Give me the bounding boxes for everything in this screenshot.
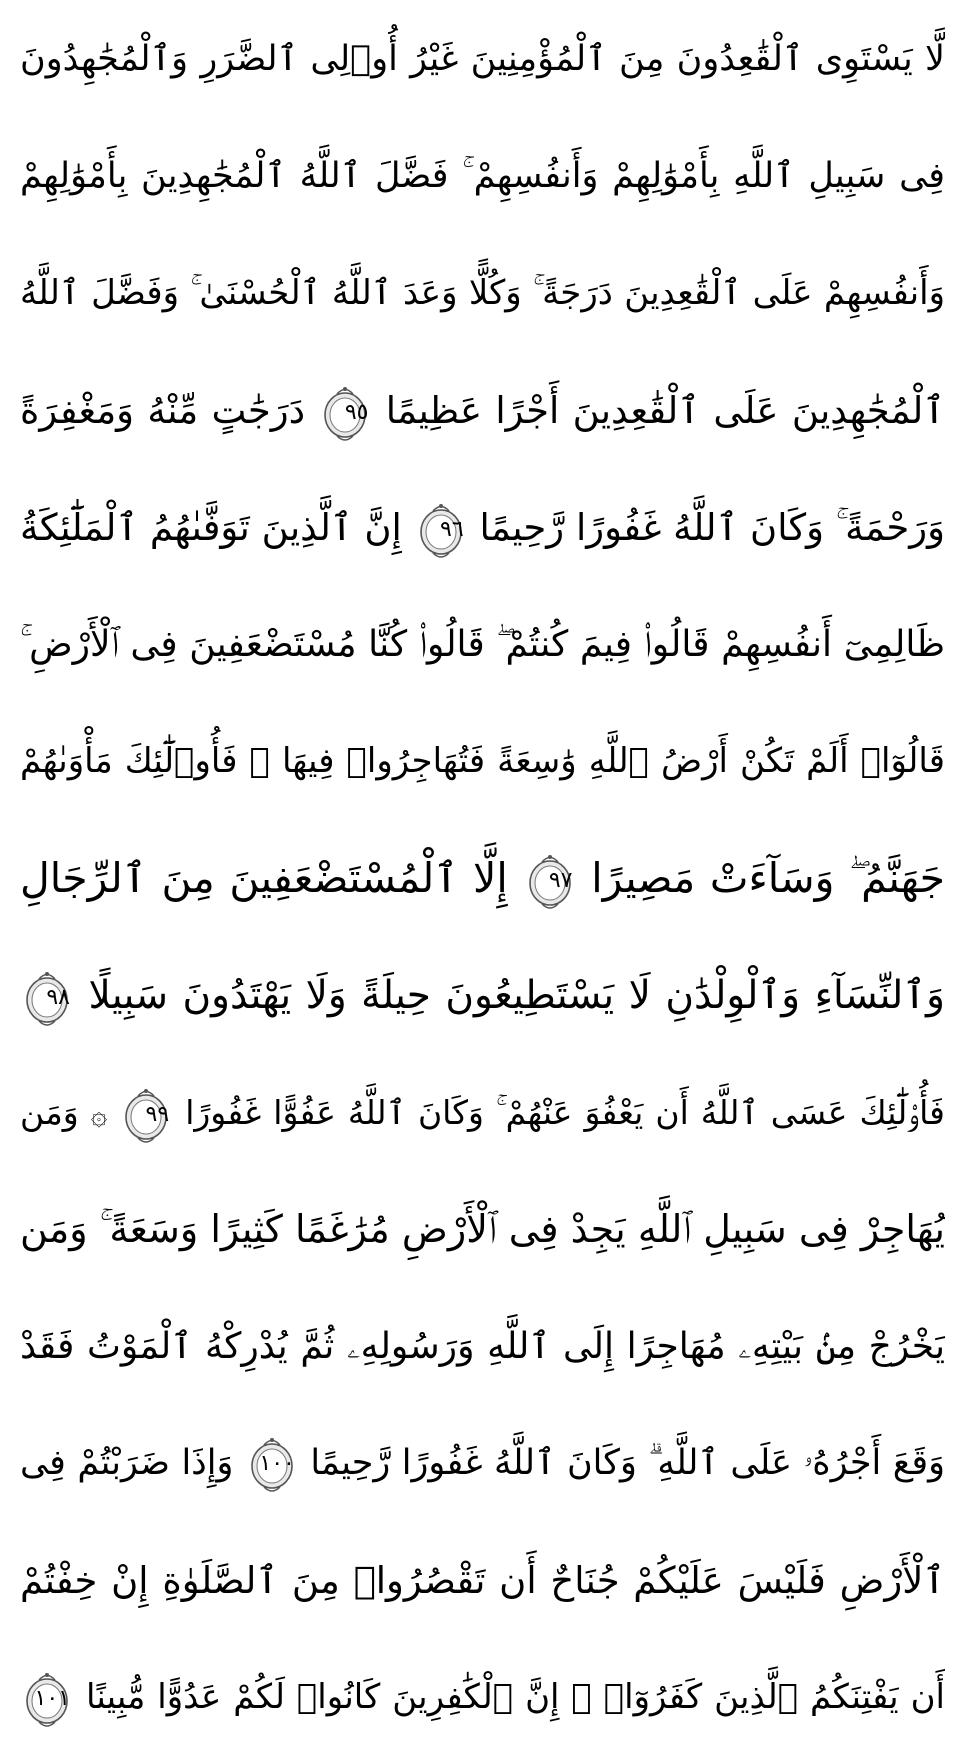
verse-text: إِنَّ ٱلَّذِينَ تَوَفَّىٰهُمُ ٱلْمَلَٰٓئِكَةُ	[20, 506, 402, 549]
hizb-star-icon: ۞	[90, 1098, 108, 1131]
verse-text: فَأُو۟لَٰٓئِكَ عَسَى ٱللَّهُ أَن يَعْفُوَ عَنْهُمْ ۚ وَكَانَ ٱللَّهُ عَفُوًّا غَفُورًا	[185, 1093, 945, 1132]
verse-line	[20, 246, 945, 341]
verse-line	[20, 1065, 945, 1160]
verse-text: وَقَعَ أَجْرُهُۥ عَلَى ٱللَّهِ ۗ وَكَانَ ٱللَّهُ غَفُورًا رَّحِيمًا	[310, 1443, 945, 1483]
verse-line	[20, 1533, 945, 1628]
verse-text: وَمَن	[20, 1093, 79, 1132]
ayah-number: ٩٥	[344, 399, 369, 425]
verse-text: فِى سَبِيلِ ٱللَّهِ بِأَمْوَٰلِهِمْ وَأَنفُسِهِمْ ۚ فَضَّلَ ٱللَّهُ ٱلْمُجَٰهِدِينَ بِأَمْوَٰلِهِمْ	[20, 156, 945, 196]
verse-line	[20, 714, 945, 809]
verse-line	[20, 363, 945, 458]
ayah-number-marker	[249, 1434, 295, 1494]
verse-text: يُهَاجِرْ فِى سَبِيلِ ٱللَّهِ يَجِدْ فِى ٱلْأَرْضِ مُرَٰغَمًا كَثِيرًا وَسَعَةً ۚ وَمَن	[20, 1207, 945, 1251]
ayah-number-marker	[418, 500, 464, 560]
verse-line	[20, 948, 945, 1043]
ayah-number-marker	[322, 383, 368, 443]
ayah-number: ٩٦	[440, 516, 464, 542]
verse-line	[20, 129, 945, 224]
verse-text: ظَالِمِىٓ أَنفُسِهِمْ قَالُوا۟ فِيمَ كُنتُمْ ۖ قَالُوا۟ كُنَّا مُسْتَضْعَفِينَ فِى ٱلْأَرْضِ ۚ	[20, 624, 945, 665]
verse-line	[20, 1416, 945, 1511]
verse-line	[20, 480, 945, 575]
verse-line	[20, 1182, 945, 1277]
verse-line	[20, 1299, 945, 1394]
ayah-number-marker	[24, 1669, 70, 1729]
ayah-number-marker	[527, 851, 573, 911]
ayah-number-marker	[24, 968, 70, 1028]
ayah-number-marker	[123, 1085, 169, 1145]
verse-text: ٱلْأَرْضِ فَلَيْسَ عَلَيْكُمْ جُنَاحٌ أَن تَقْصُرُوا۟ مِنَ ٱلصَّلَوٰةِ إِنْ خِفْتُمْ	[20, 1559, 945, 1602]
verse-text: أَن يَفْتِنَكُمُ ٱلَّذِينَ كَفَرُوٓا۟ ۚ إِنَّ ٱلْكَٰفِرِينَ كَانُوا۟ لَكُمْ عَدُوًّا مُّبِينًا	[85, 1677, 945, 1717]
ayah-number: ٩٧	[548, 868, 573, 893]
verse-line	[20, 12, 945, 107]
verse-text: يَخْرُجْ مِنۢ بَيْتِهِۦ مُهَاجِرًا إِلَى ٱللَّهِ وَرَسُولِهِۦ ثُمَّ يُدْرِكْهُ ٱلْمَوْتُ فَقَدْ	[20, 1326, 945, 1367]
verse-text: قَالُوٓا۟ أَلَمْ تَكُنْ أَرْضُ ٱللَّهِ وَٰسِعَةً فَتُهَاجِرُوا۟ فِيهَا ۚ فَأُو۟لَٰٓئِكَ مَأْوَىٰهُمْ	[20, 741, 945, 781]
ayah-number: ١٠١	[34, 1685, 70, 1711]
ayah-number: ١٠٠	[259, 1451, 295, 1476]
verse-text: وَٱلنِّسَآءِ وَٱلْوِلْدَٰنِ لَا يَسْتَطِيعُونَ حِيلَةً وَلَا يَهْتَدُونَ سَبِيلًا	[88, 973, 945, 1018]
verse-line	[20, 831, 945, 926]
verse-text: إِلَّا ٱلْمُسْتَضْعَفِينَ مِنَ ٱلرِّجَالِ	[20, 854, 508, 902]
verse-text: دَرَجَٰتٍ مِّنْهُ وَمَغْفِرَةً	[20, 389, 306, 432]
verse-text: وَإِذَا ضَرَبْتُمْ فِى	[20, 1443, 234, 1483]
verse-lines	[20, 12, 945, 1745]
verse-text: وَأَنفُسِهِمْ عَلَى ٱلْقَٰعِدِينَ دَرَجَةً ۚ وَكُلًّا وَعَدَ ٱللَّهُ ٱلْحُسْنَىٰ ۚ وَفَضَّلَ ٱللَّهُ	[20, 273, 945, 313]
verse-text: جَهَنَّمُ ۖ وَسَآءَتْ مَصِيرًا	[591, 854, 945, 902]
verse-text: لَّا يَسْتَوِى ٱلْقَٰعِدُونَ مِنَ ٱلْمُؤْمِنِينَ غَيْرُ أُو۟لِى ٱلضَّرَرِ وَٱلْمُجَٰهِدُونَ	[20, 39, 945, 79]
verse-line	[20, 1650, 945, 1745]
verse-text: وَرَحْمَةً ۚ وَكَانَ ٱللَّهُ غَفُورًا رَّحِيمًا	[479, 506, 945, 549]
verse-text: ٱلْمُجَٰهِدِينَ عَلَى ٱلْقَٰعِدِينَ أَجْرًا عَظِيمًا	[385, 389, 945, 432]
verse-line	[20, 597, 945, 692]
ayah-number: ٩٩	[145, 1101, 170, 1127]
ayah-number: ٩٨	[46, 984, 70, 1010]
